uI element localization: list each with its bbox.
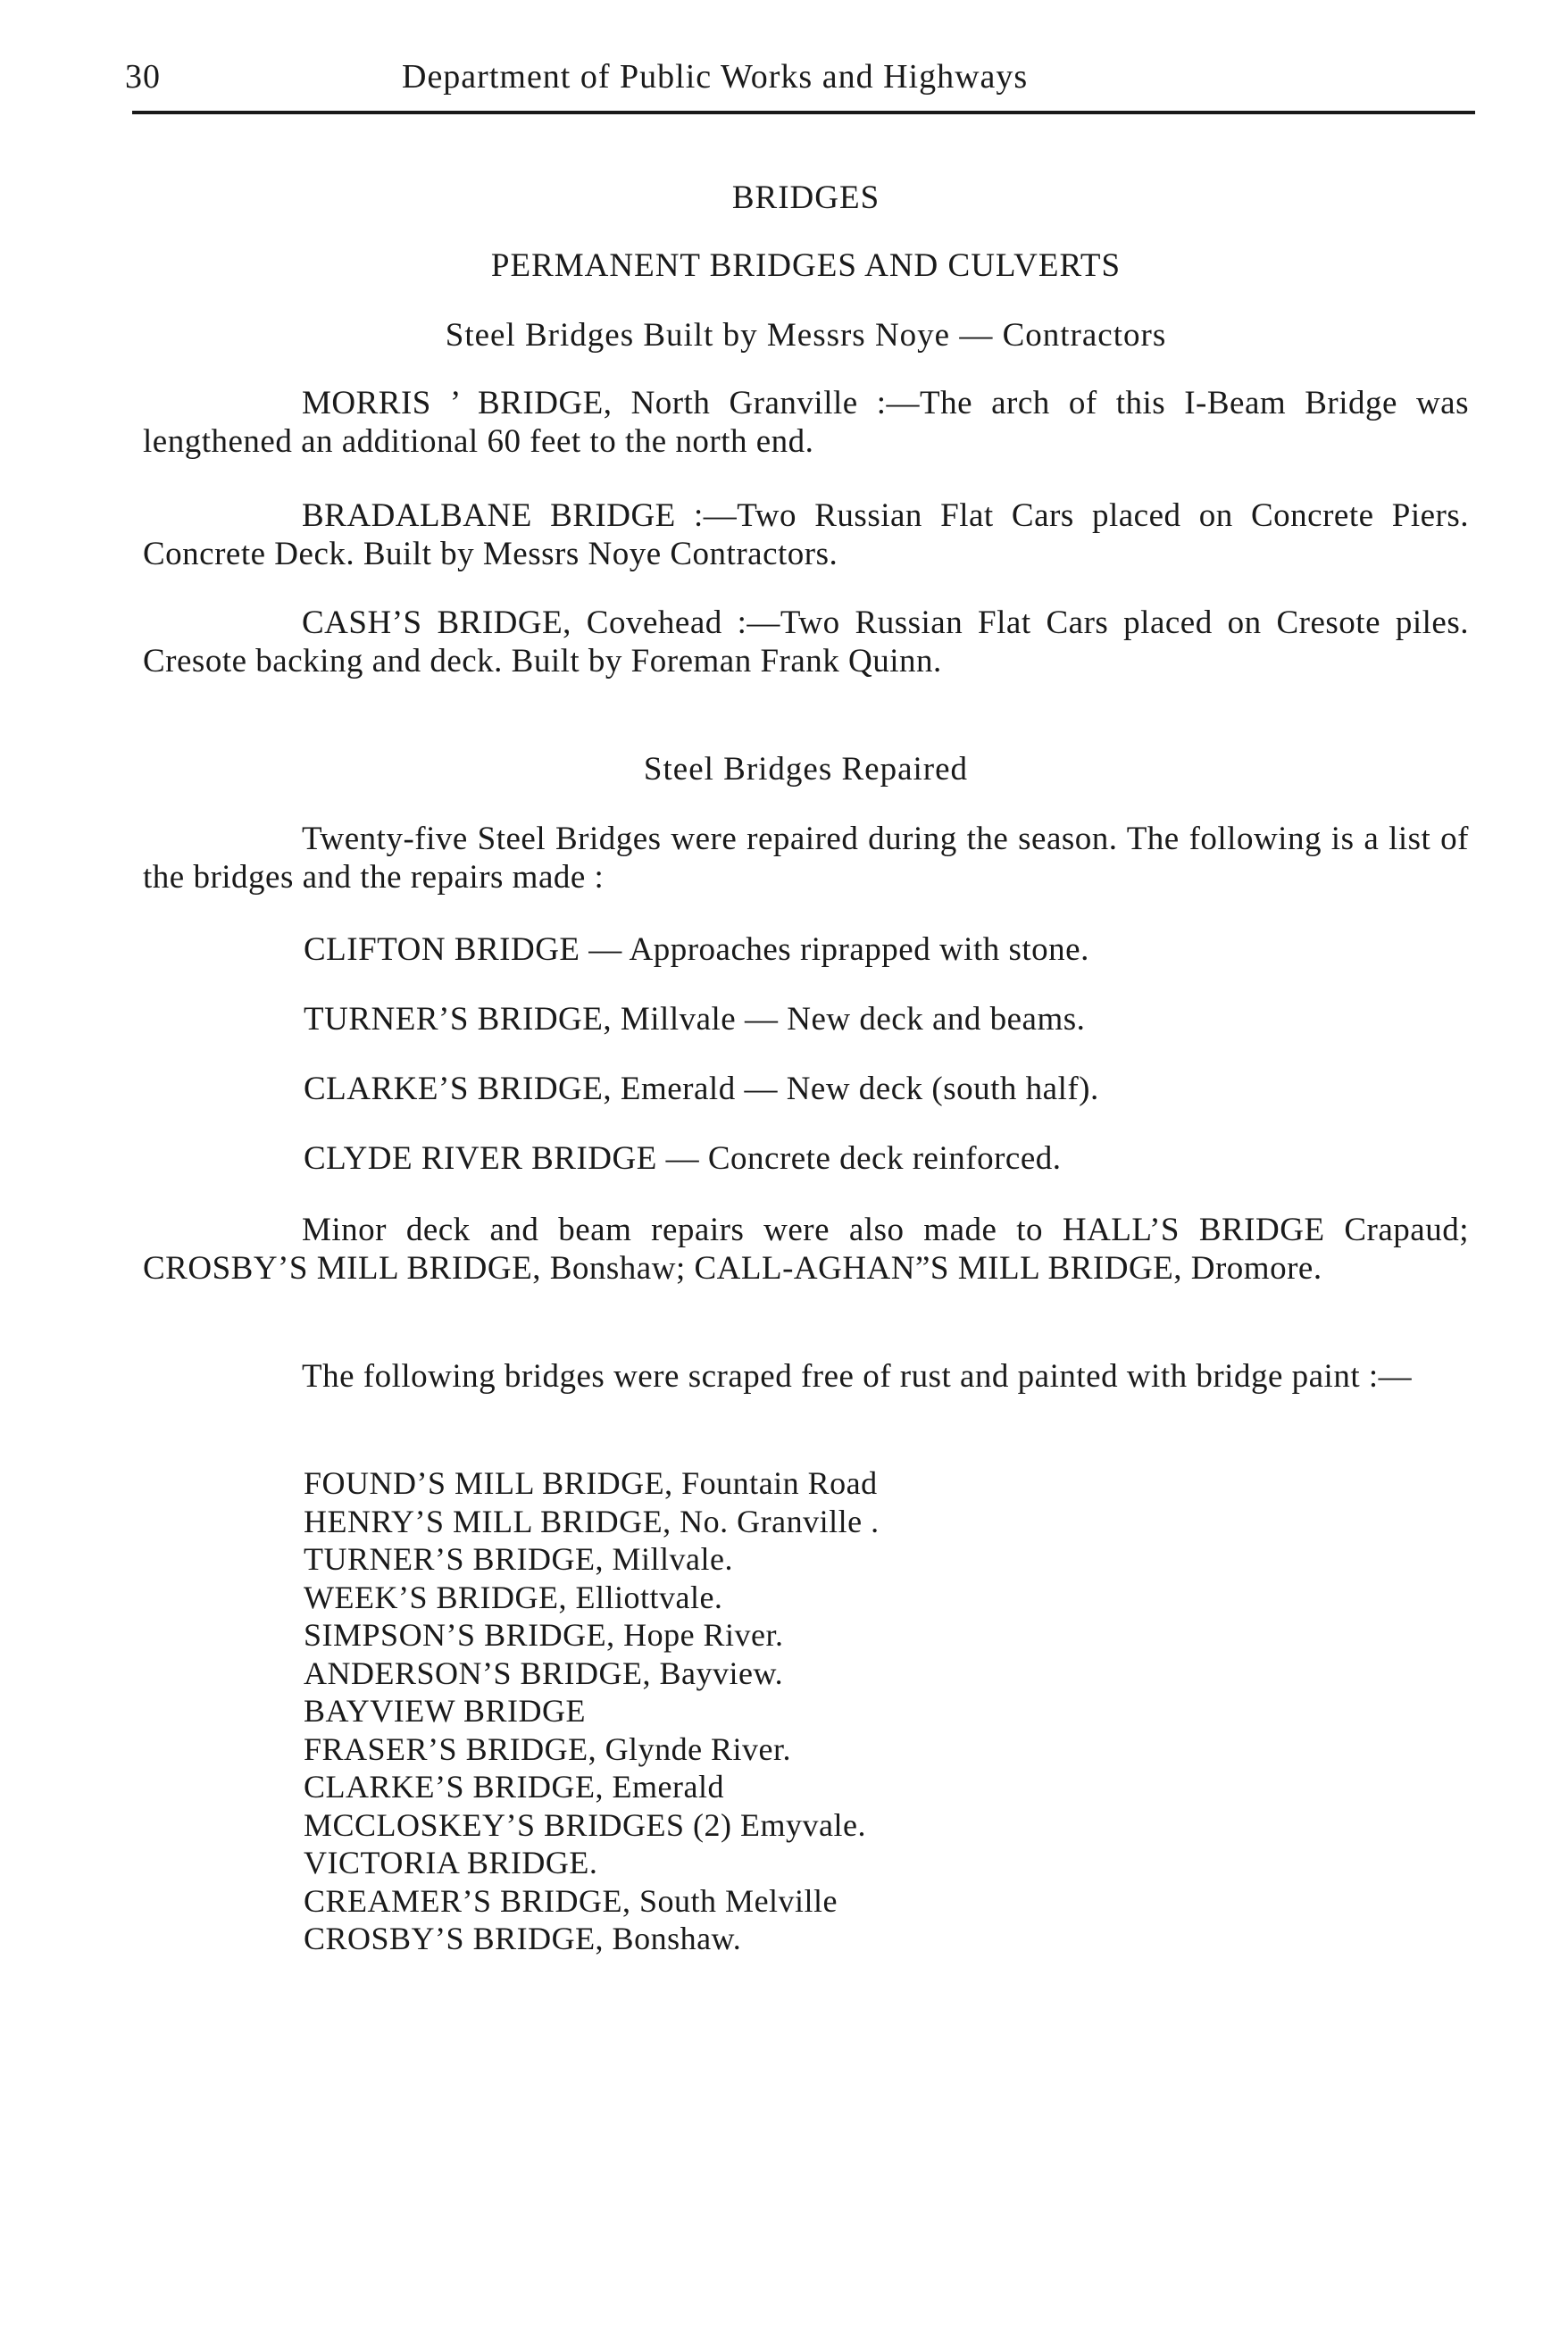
list-item: FOUND’S MILL BRIDGE, Fountain Road: [304, 1465, 878, 1501]
list-item: ANDERSON’S BRIDGE, Bayview.: [304, 1655, 784, 1691]
paragraph-repairs-intro: [143, 820, 1469, 896]
paragraph-text: CASH’S BRIDGE, Covehead :—Two Russian Flat Cars placed on Cresote piles. Cresote backing and deck. Built by Foreman Frank Quinn.: [143, 604, 1469, 679]
header-rule: [132, 111, 1475, 114]
steel-repaired-heading: Steel Bridges Repaired: [643, 751, 969, 788]
page-number: 30: [125, 58, 161, 96]
repair-item: CLARKE’S BRIDGE, Emerald — New deck (south half).: [304, 1071, 1099, 1107]
list-item: MCCLOSKEY’S BRIDGES (2) Emyvale.: [304, 1806, 866, 1843]
list-item: CROSBY’S BRIDGE, Bonshaw.: [304, 1921, 742, 1956]
painted-bridges-list: [304, 1464, 880, 1958]
section-heading: BRIDGES: [731, 179, 880, 216]
steel-built-heading: Steel Bridges Built by Messrs Noye — Contractors: [445, 317, 1167, 354]
paragraph-text: The following bridges were scraped free of rust and painted with bridge paint :—: [302, 1358, 1413, 1395]
list-item: VICTORIA BRIDGE.: [304, 1845, 598, 1880]
paragraph-text: Twenty-five Steel Bridges were repaired during the season. The following is a list of the bridges and the repairs made :: [143, 821, 1469, 896]
paragraph-scraped-painted: [143, 1357, 1469, 1396]
repair-item: TURNER’S BRIDGE, Millvale — New deck and beams.: [304, 1001, 1086, 1038]
list-item: BAYVIEW BRIDGE: [304, 1693, 587, 1729]
list-item: FRASER’S BRIDGE, Glynde River.: [304, 1730, 792, 1767]
repair-item: CLIFTON BRIDGE — Approaches riprapped with stone.: [304, 931, 1089, 968]
paragraph-text: MORRIS ’ BRIDGE, North Granville :—The arch of this I-Beam Bridge was lengthened an additional 60 feet to the north end.: [143, 385, 1469, 460]
repair-item: CLYDE RIVER BRIDGE — Concrete deck reinforced.: [304, 1140, 1062, 1177]
list-item: WEEK’S BRIDGE, Elliottvale.: [304, 1579, 723, 1615]
list-item: HENRY’S MILL BRIDGE, No. Granville .: [304, 1503, 880, 1539]
running-head-title: Department of Public Works and Highways: [402, 58, 1029, 96]
list-item: CLARKE’S BRIDGE, Emerald: [304, 1769, 724, 1805]
list-item: CREAMER’S BRIDGE, South Melville: [304, 1882, 838, 1919]
paragraph-text: BRADALBANE BRIDGE :—Two Russian Flat Cars placed on Concrete Piers. Concrete Deck. Built by Messrs Noye Contractors.: [143, 497, 1469, 572]
paragraph-text: Minor deck and beam repairs were also made to HALL’S BRIDGE Crapaud; CROSBY’S MILL BRIDGE, Bonshaw; CALL-AGHAN”S MILL BRIDGE, Dromore.: [143, 1212, 1469, 1287]
list-item: SIMPSON’S BRIDGE, Hope River.: [304, 1617, 784, 1653]
paragraph-morris-bridge: [143, 384, 1469, 461]
list-item: TURNER’S BRIDGE, Millvale.: [304, 1541, 733, 1577]
paragraph-minor-repairs: [143, 1211, 1469, 1288]
subsection-heading: PERMANENT BRIDGES AND CULVERTS: [490, 247, 1122, 284]
paragraph-bradalbane-bridge: [143, 496, 1469, 573]
paragraph-cash-bridge: [143, 604, 1469, 680]
running-head: [125, 57, 1478, 111]
